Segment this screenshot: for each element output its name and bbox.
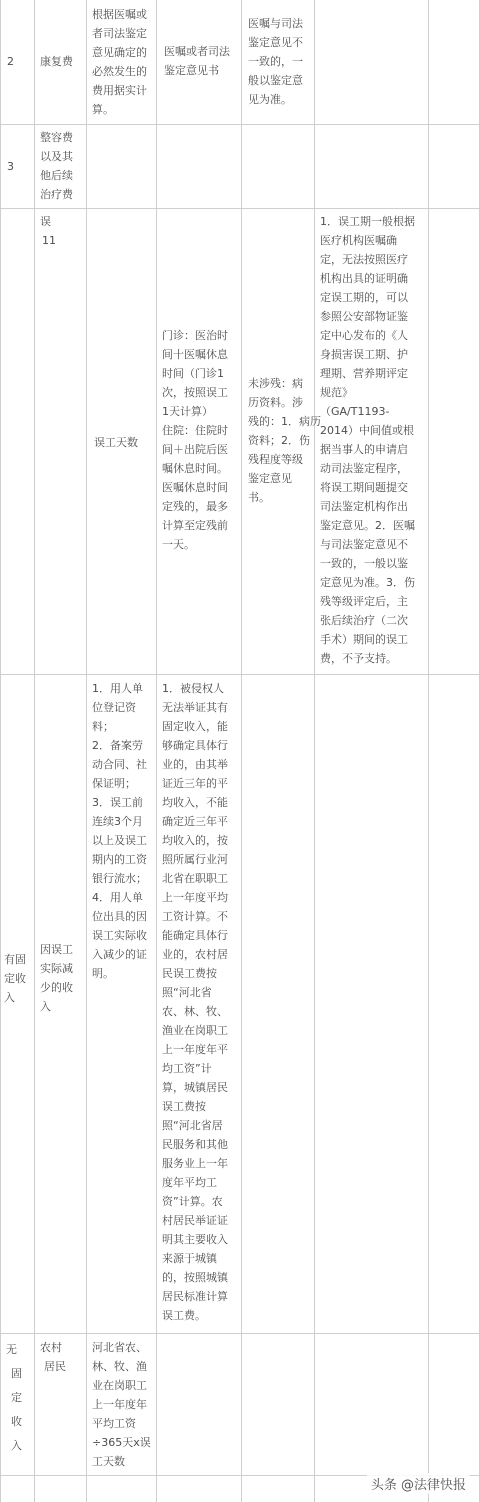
evidence-text: 1．用人单 位登记资 料； 2．备案劳 动合同、社 保证明； 3．误工前 连续3个月 以上及误工 期内的工资 银行流水； 4．用人单 位出具的因 误工实际收 入减少的证 明。 — [92, 682, 147, 980]
grid-line — [428, 0, 429, 1502]
grid-line — [0, 208, 480, 209]
standard-text: 1．被侵权人 无法举证其有 固定收入，能 够确定具体行 业的，由其举 证近三年的平 均收入，不能 确定近三年平 均收入的，按 照所属行业河 北省在职职工 上一年度平均 工资计算。不 能确定具体行 业的，农村居 民误工费按 照“河北省 农、林、牧、 渔业在岗职工 上一年度年平 均工资”计 算，城镇居民 误工费按 照“河北省居 民服务和其他 服务业上一年 度年平均工 资”计算。农 村居民举证证 明其主要收入 来源于城镇 的，按照城镇 居民标准计算 误工费。 — [162, 682, 228, 1322]
item-name: 康复费 — [40, 55, 73, 68]
category-label: 无 固 定 收 入 — [6, 1343, 22, 1452]
category-label: 有固 定收 入 — [4, 953, 26, 1004]
grid-line — [0, 0, 1, 1502]
grid-line — [34, 0, 35, 1502]
row-number: 3 — [7, 160, 14, 173]
sub-item: 误工天数 — [94, 436, 138, 449]
grid-line — [86, 0, 87, 1502]
item-name: 整容费 以及其 他后续 治疗费 — [40, 131, 73, 201]
grid-line — [241, 0, 242, 1502]
note-text: 医嘱与司法 鉴定意见不 一致的，一 般以鉴定意 见为准。 — [248, 17, 303, 106]
grid-line — [156, 0, 157, 1502]
evidence-text: 未涉残：病 历资料。涉 残的：1．病历 资料；2．伤 残程度等级 鉴定意见 书。 — [248, 377, 321, 504]
grid-line — [314, 0, 315, 1502]
row-number: 2 — [7, 55, 14, 68]
standard-text: 门诊：医治时 间十医嘱休息 时间（门诊1 次，按照误工 1天计算） 住院：住院时 间＋出院后医 嘱休息时间。 医嘱休息时间 定残的，最多 计算至定残前 一天。 — [162, 329, 228, 551]
basis-text: 根据医嘱或 者司法鉴定 意见确定的 必然发生的 费用据实计 算。 — [92, 8, 147, 116]
item-name: 误 11 — [40, 215, 56, 247]
sub-item: 农村 居民 — [40, 1341, 66, 1373]
formula-text: 河北省农、 林、牧、渔 业在岗职工 上一年度年 平均工资 ÷365天x误 工天数 — [92, 1341, 151, 1468]
grid-line — [0, 1333, 480, 1334]
watermark: 头条 @法律快报 — [367, 1473, 470, 1494]
grid-line — [0, 124, 480, 125]
grid-line — [0, 674, 480, 675]
sub-item: 因误工 实际减 少的收 入 — [40, 943, 73, 1013]
note-text: 1．误工期一般根据 医疗机构医嘱确 定，无法按照医疗 机构出具的证明确 定误工期的，可以 参照公安部物证鉴 定中心发布的《人 身损害误工期、护 理期、营养期评定 规范》 （GA/T1193- 2014）中间值或根 据当事人的申请启 动司法鉴定程序， 将误工期间题提交 司法鉴定机构作出 鉴定意见。2．医嘱 与司法鉴定意见不 一致的，一般以鉴 定意见为准。3．伤 残等级评定后，主 张后续治疗（二次 手术）期间的误工 费，不予支持。 — [320, 215, 415, 665]
evidence-text: 医嘱或者司法鉴定意见书 — [164, 45, 230, 77]
